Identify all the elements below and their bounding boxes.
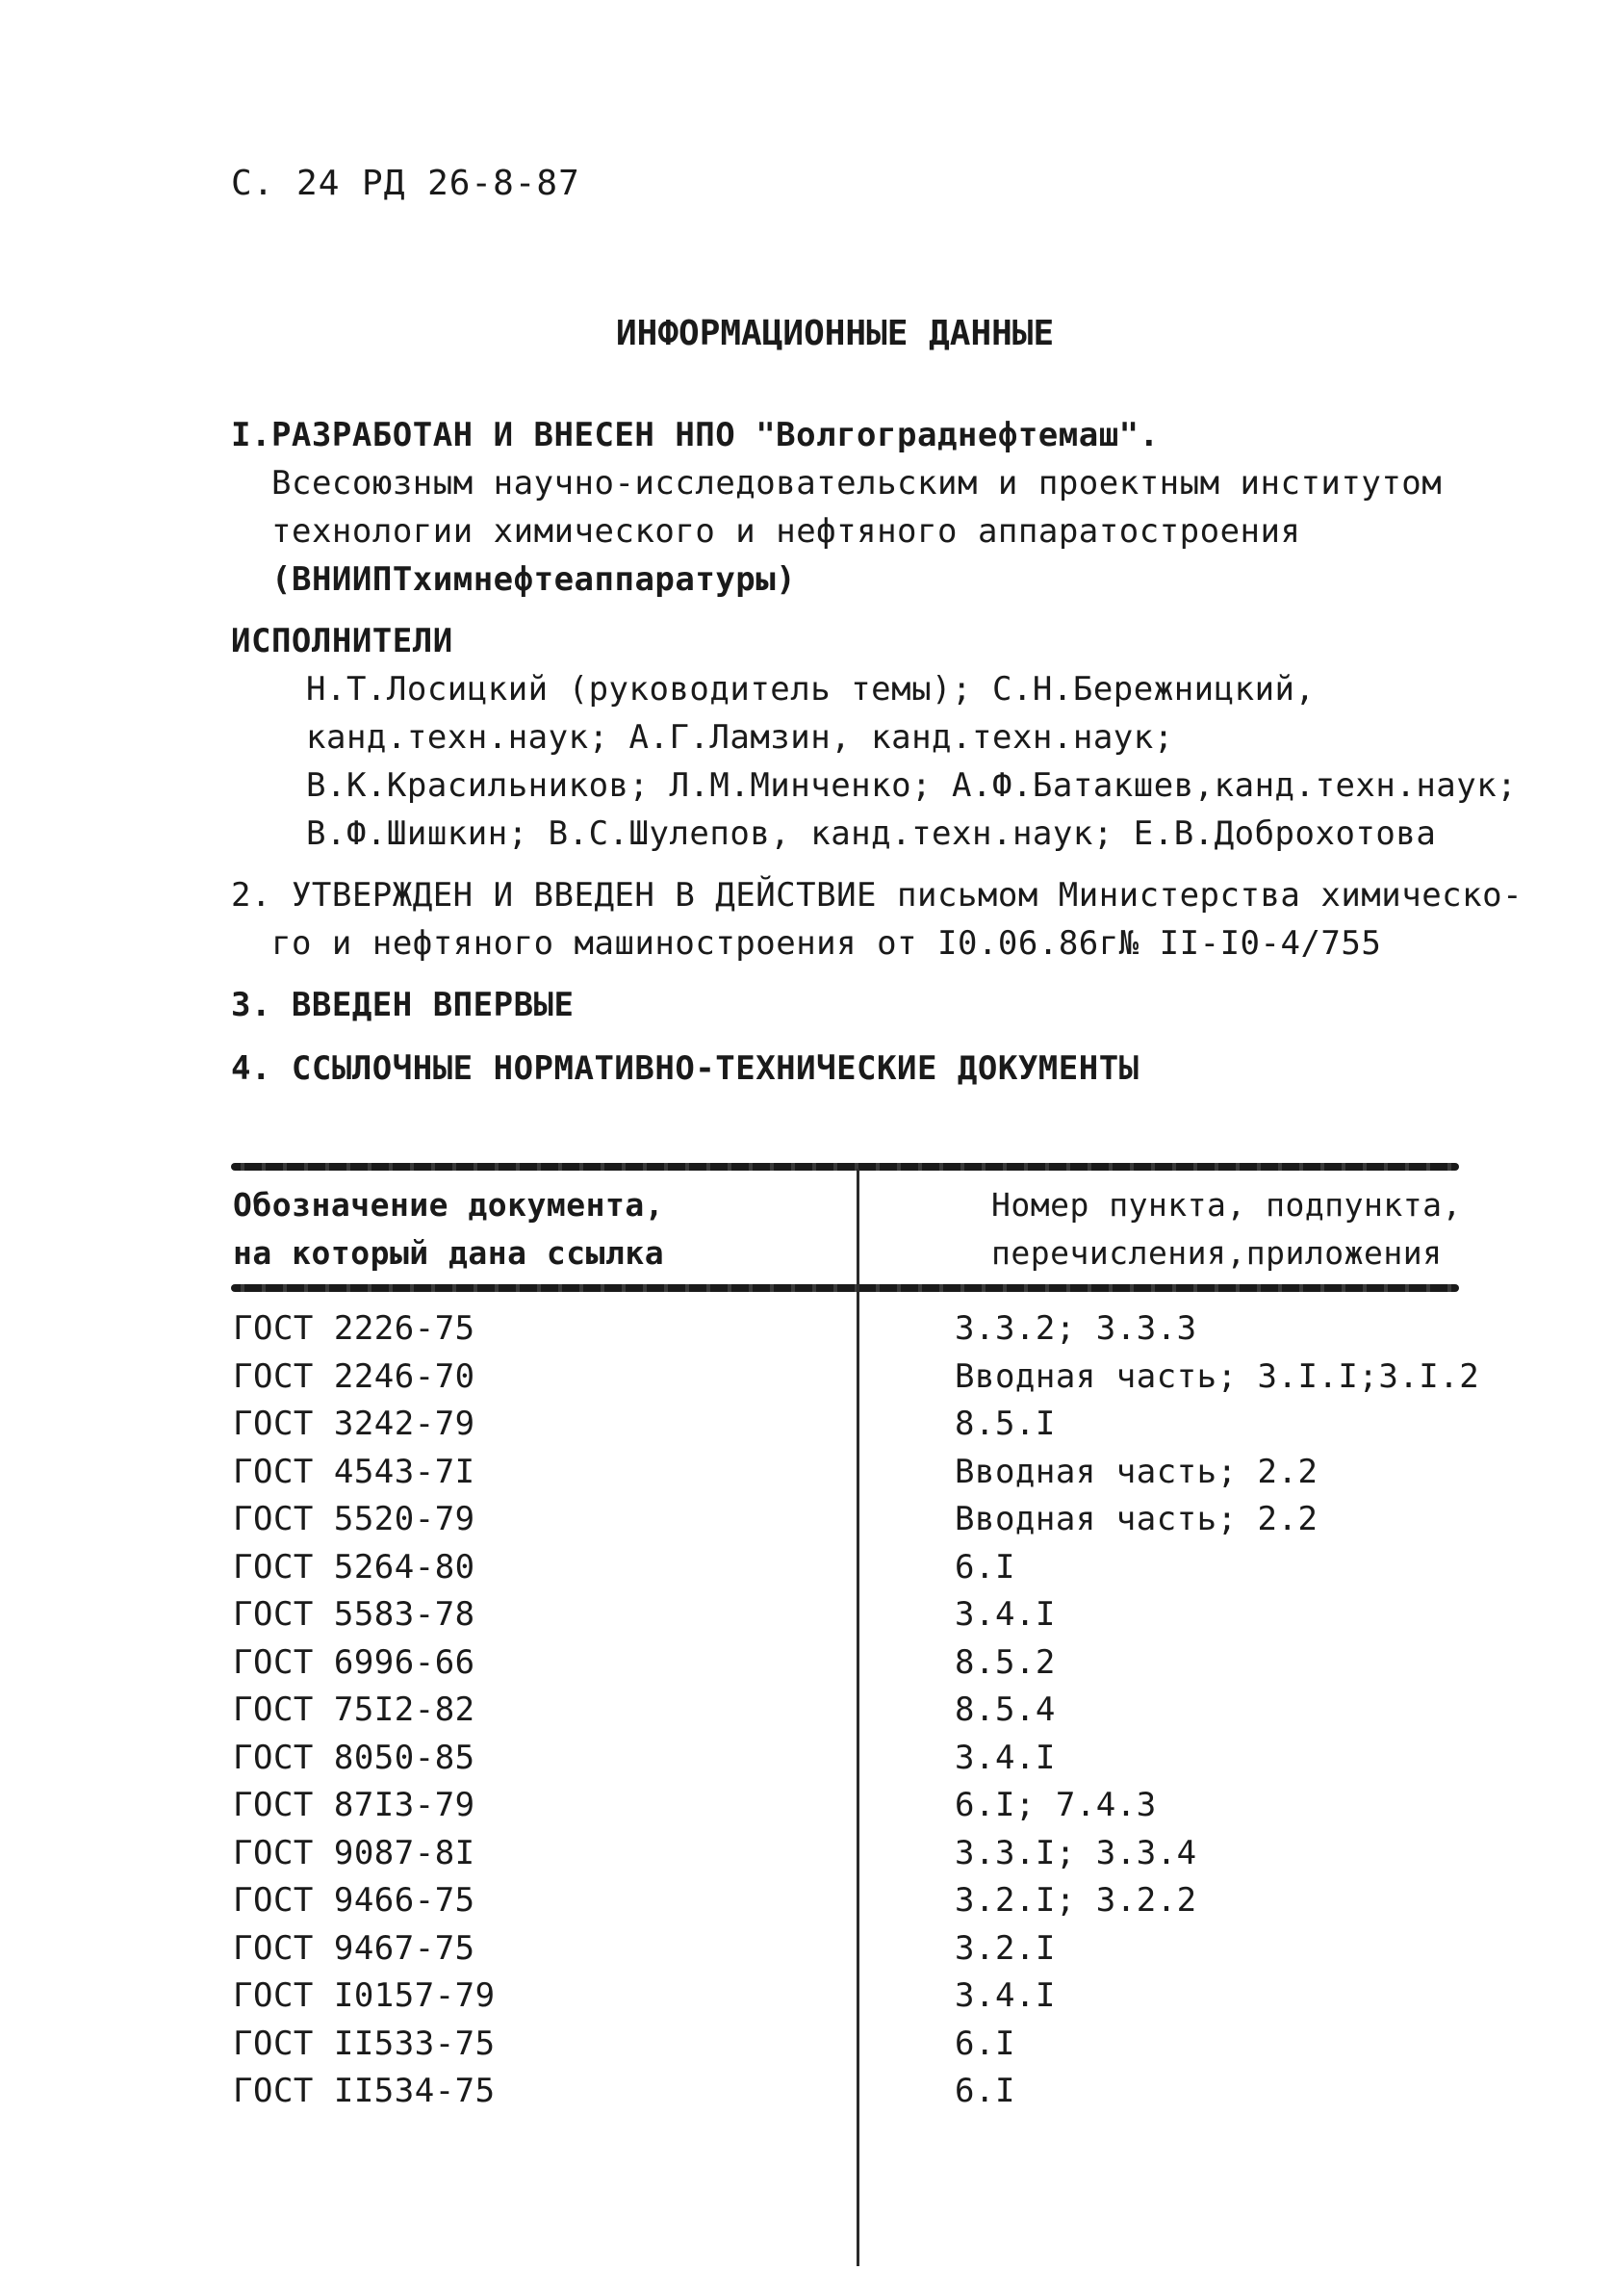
table-cell-document: ГОСТ 2246-70 xyxy=(233,1357,475,1396)
table-column-divider xyxy=(857,1169,859,2266)
table-header-rule xyxy=(231,1284,1459,1292)
page-title: ИНФОРМАЦИОННЫЕ ДАННЫЕ xyxy=(616,314,1055,353)
section-1-line-4: (ВНИИПТхимнефтеаппаратуры) xyxy=(271,560,797,599)
table-cell-document: ГОСТ 8050-85 xyxy=(233,1739,475,1777)
table-cell-document: ГОСТ 2226-75 xyxy=(233,1309,475,1348)
table-header-right-1: Номер пункта, подпункта, xyxy=(991,1186,1462,1224)
section-1-line-3: технологии химического и нефтяного аппаратостроения xyxy=(271,512,1301,551)
table-cell-reference: 3.2.I; 3.2.2 xyxy=(955,1881,1197,1920)
table-cell-document: ГОСТ 75I2-82 xyxy=(233,1690,475,1729)
table-header-left-1: Обозначение документа, xyxy=(233,1186,665,1224)
table-cell-reference: 8.5.I xyxy=(955,1405,1056,1443)
table-cell-reference: 3.4.I xyxy=(955,1739,1056,1777)
table-cell-reference: 3.3.2; 3.3.3 xyxy=(955,1309,1197,1348)
page-header: С. 24 РД 26-8-87 xyxy=(231,164,580,203)
table-cell-document: ГОСТ 6996-66 xyxy=(233,1643,475,1682)
table-top-rule xyxy=(231,1163,1459,1171)
table-cell-reference: 6.I xyxy=(955,2072,1015,2110)
table-cell-reference: 3.2.I xyxy=(955,1929,1056,1968)
table-cell-document: ГОСТ 5583-78 xyxy=(233,1595,475,1634)
executors-line-3: В.К.Красильников; Л.М.Минченко; А.Ф.Батакшев,канд.техн.наук; xyxy=(306,766,1518,805)
table-cell-document: ГОСТ 5520-79 xyxy=(233,1500,475,1538)
table-cell-document: ГОСТ 3242-79 xyxy=(233,1405,475,1443)
table-cell-document: ГОСТ 5264-80 xyxy=(233,1548,475,1587)
table-cell-reference: 6.I; 7.4.3 xyxy=(955,1786,1157,1824)
section-3: 3. ВВЕДЕН ВПЕРВЫЕ xyxy=(231,986,575,1024)
section-1-line-1: I.РАЗРАБОТАН И ВНЕСЕН НПО "Волгограднефтемаш". xyxy=(231,416,1160,454)
table-cell-document: ГОСТ I0157-79 xyxy=(233,1976,496,2015)
table-cell-reference: Вводная часть; 3.I.I;3.I.2 xyxy=(955,1357,1480,1396)
table-cell-document: ГОСТ II533-75 xyxy=(233,2025,496,2063)
table-header-right-2: перечисления,приложения xyxy=(991,1234,1443,1272)
table-cell-document: ГОСТ 9466-75 xyxy=(233,1881,475,1920)
table-cell-reference: 6.I xyxy=(955,1548,1015,1587)
table-cell-reference: Вводная часть; 2.2 xyxy=(955,1453,1319,1491)
section-2-line-2: го и нефтяного машиностроения от I0.06.86г№ II-I0-4/755 xyxy=(271,924,1382,963)
executors-heading: ИСПОЛНИТЕЛИ xyxy=(231,622,453,660)
table-cell-reference: 8.5.4 xyxy=(955,1690,1056,1729)
table-cell-reference: 8.5.2 xyxy=(955,1643,1056,1682)
table-cell-document: ГОСТ 4543-7I xyxy=(233,1453,475,1491)
table-cell-document: ГОСТ 87I3-79 xyxy=(233,1786,475,1824)
table-cell-reference: 3.3.I; 3.3.4 xyxy=(955,1834,1197,1872)
table-cell-reference: 3.4.I xyxy=(955,1595,1056,1634)
table-cell-document: ГОСТ II534-75 xyxy=(233,2072,496,2110)
table-header-left-2: на который дана ссылка xyxy=(233,1234,665,1272)
table-cell-reference: 3.4.I xyxy=(955,1976,1056,2015)
executors-line-2: канд.техн.наук; А.Г.Ламзин, канд.техн.наук; xyxy=(306,718,1174,757)
table-cell-document: ГОСТ 9467-75 xyxy=(233,1929,475,1968)
table-cell-reference: 6.I xyxy=(955,2025,1015,2063)
executors-line-4: В.Ф.Шишкин; В.С.Шулепов, канд.техн.наук; Е.В.Доброхотова xyxy=(306,814,1437,853)
table-cell-document: ГОСТ 9087-8I xyxy=(233,1834,475,1872)
executors-line-1: Н.Т.Лосицкий (руководитель темы); С.Н.Бережницкий, xyxy=(306,670,1316,709)
table-cell-reference: Вводная часть; 2.2 xyxy=(955,1500,1319,1538)
section-1-line-2: Всесоюзным научно-исследовательским и проектным институтом xyxy=(271,464,1443,503)
section-4: 4. ССЫЛОЧНЫЕ НОРМАТИВНО-ТЕХНИЧЕСКИЕ ДОКУМЕНТЫ xyxy=(231,1049,1139,1088)
section-2-line-1: 2. УТВЕРЖДЕН И ВВЕДЕН В ДЕЙСТВИЕ письмом Министерства химическо- xyxy=(231,876,1523,915)
